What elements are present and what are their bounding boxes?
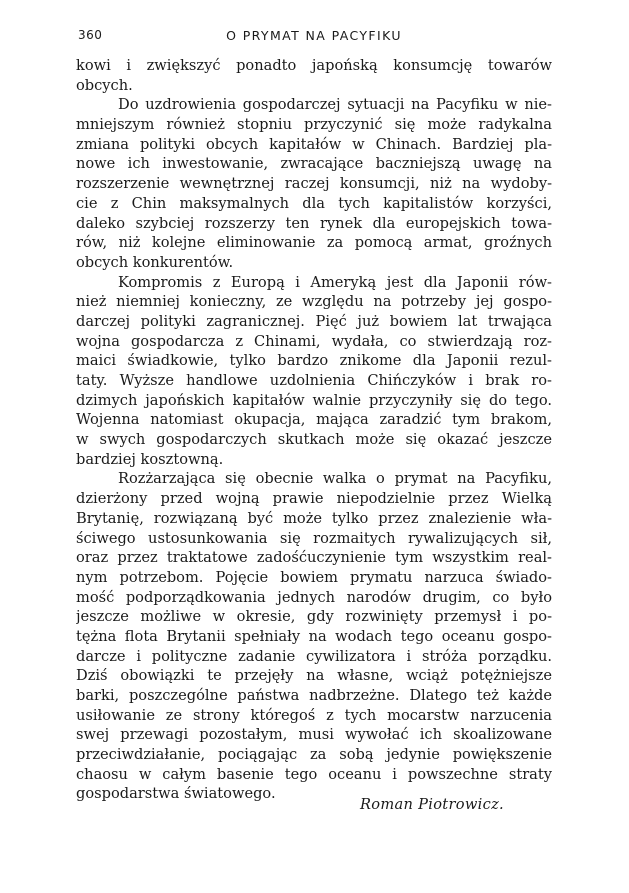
text-line: bardziej kosztowną.	[76, 450, 224, 468]
text-line: Kompromis z Europą i Ameryką jest dla Japonii rów-	[118, 273, 552, 291]
text-line: chaosu w całym basenie tego oceanu i powszechne straty	[76, 765, 552, 783]
text-line: dzimych japońskich kapitałów walnie przyczyniły się do tego.	[76, 391, 552, 409]
text-line: Brytanię, rozwiązaną być może tylko przez znalezienie wła-	[76, 509, 552, 527]
text-line: barki, poszczególne państwa nadbrzeżne. Dlatego też każde	[76, 687, 552, 704]
text-line: obcych konkurentów.	[76, 253, 234, 271]
paragraph	[76, 56, 552, 95]
text-line: przeciwdziałanie, pociągając za sobą jedynie powiększenie	[76, 746, 552, 764]
text-line: rozszerzenie wewnętrznej raczej konsumcji, niż na wydoby-	[76, 175, 552, 193]
text-line: Rozżarzająca się obecnie walka o prymat na Pacyfiku,	[118, 470, 552, 488]
text-line: usiłowanie ze strony któregoś z tych mocarstw narzucenia	[76, 706, 552, 724]
text-line: nym potrzebom. Pojęcie bowiem prymatu narzuca świado-	[76, 568, 552, 586]
text-line: rów, niż kolejne eliminowanie za pomocą armat, groźnych	[76, 234, 552, 252]
text-line: tężna flota Brytanii spełniały na wodach tego oceanu gospo-	[76, 627, 552, 645]
running-title: O PRYMAT NA PACYFIKU	[226, 28, 402, 43]
text-line: nież niemniej konieczny, ze względu na potrzeby jej gospo-	[76, 293, 552, 311]
text-line: kowi i zwiększyć ponadto japońską konsumcję towarów	[76, 57, 552, 74]
text-line: cie z Chin maksymalnych dla tych kapitalistów korzyści,	[76, 194, 552, 212]
text-line: Dziś obowiązki te przejęły na własne, wciąż potężniejsze	[76, 667, 552, 685]
text-line: daleko szybciej rozszerzy ten rynek dla europejskich towa-	[76, 214, 552, 232]
text-line: maici świadkowie, tylko bardzo znikome dla Japonii rezul-	[76, 352, 552, 370]
text-line: w swych gospodarczych skutkach może się okazać jeszcze	[76, 431, 552, 449]
text-line: ściwego ustosunkowania się rozmaitych rywalizujących sił,	[76, 529, 552, 547]
text-line: dzierżony przed wojną prawie niepodzielnie przez Wielką	[76, 490, 552, 508]
text-line: jeszcze możliwe w okresie, gdy rozwinięty przemysł i po-	[76, 608, 552, 626]
text-line: Wojenna natomiast okupacja, mająca zaradzić tym brakom,	[76, 411, 552, 429]
author-signature: Roman Piotrowicz.	[359, 796, 504, 813]
body-text	[76, 56, 552, 804]
text-line: darcze i polityczne zadanie cywilizatora i stróża porządku.	[76, 647, 552, 665]
text-line: mniejszym również stopniu przyczynić się może radykalna	[76, 116, 552, 134]
text-line: obcych.	[76, 76, 133, 94]
paragraph	[76, 469, 552, 804]
text-line: taty. Wyższe handlowe uzdolnienia Chińczyków i brak ro-	[76, 372, 552, 389]
text-line: Do uzdrowienia gospodarczej sytuacji na Pacyfiku w nie-	[118, 96, 552, 114]
page-number: 360	[78, 28, 103, 42]
text-line: wojna gospodarcza z Chinami, wydała, co stwierdzają roz-	[76, 332, 552, 350]
text-line: nowe ich inwestowanie, zwracające baczniejszą uwagę na	[76, 155, 552, 173]
page-header	[78, 28, 550, 46]
text-line: gospodarstwa światowego.	[76, 785, 276, 803]
paragraph	[76, 95, 552, 272]
text-line: zmiana polityki obcych kapitałów w Chinach. Bardziej pla-	[76, 135, 552, 153]
text-line: darczej polityki zagranicznej. Pięć już bowiem lat trwająca	[76, 312, 552, 330]
text-line: mość podporządkowania jednych narodów drugim, co było	[76, 588, 552, 606]
paragraph	[76, 273, 552, 470]
text-line: oraz przez traktatowe zadośćuczynienie tym wszystkim real-	[76, 549, 552, 567]
text-line: swej przewagi pozostałym, musi wywołać ich skoalizowane	[76, 726, 552, 744]
